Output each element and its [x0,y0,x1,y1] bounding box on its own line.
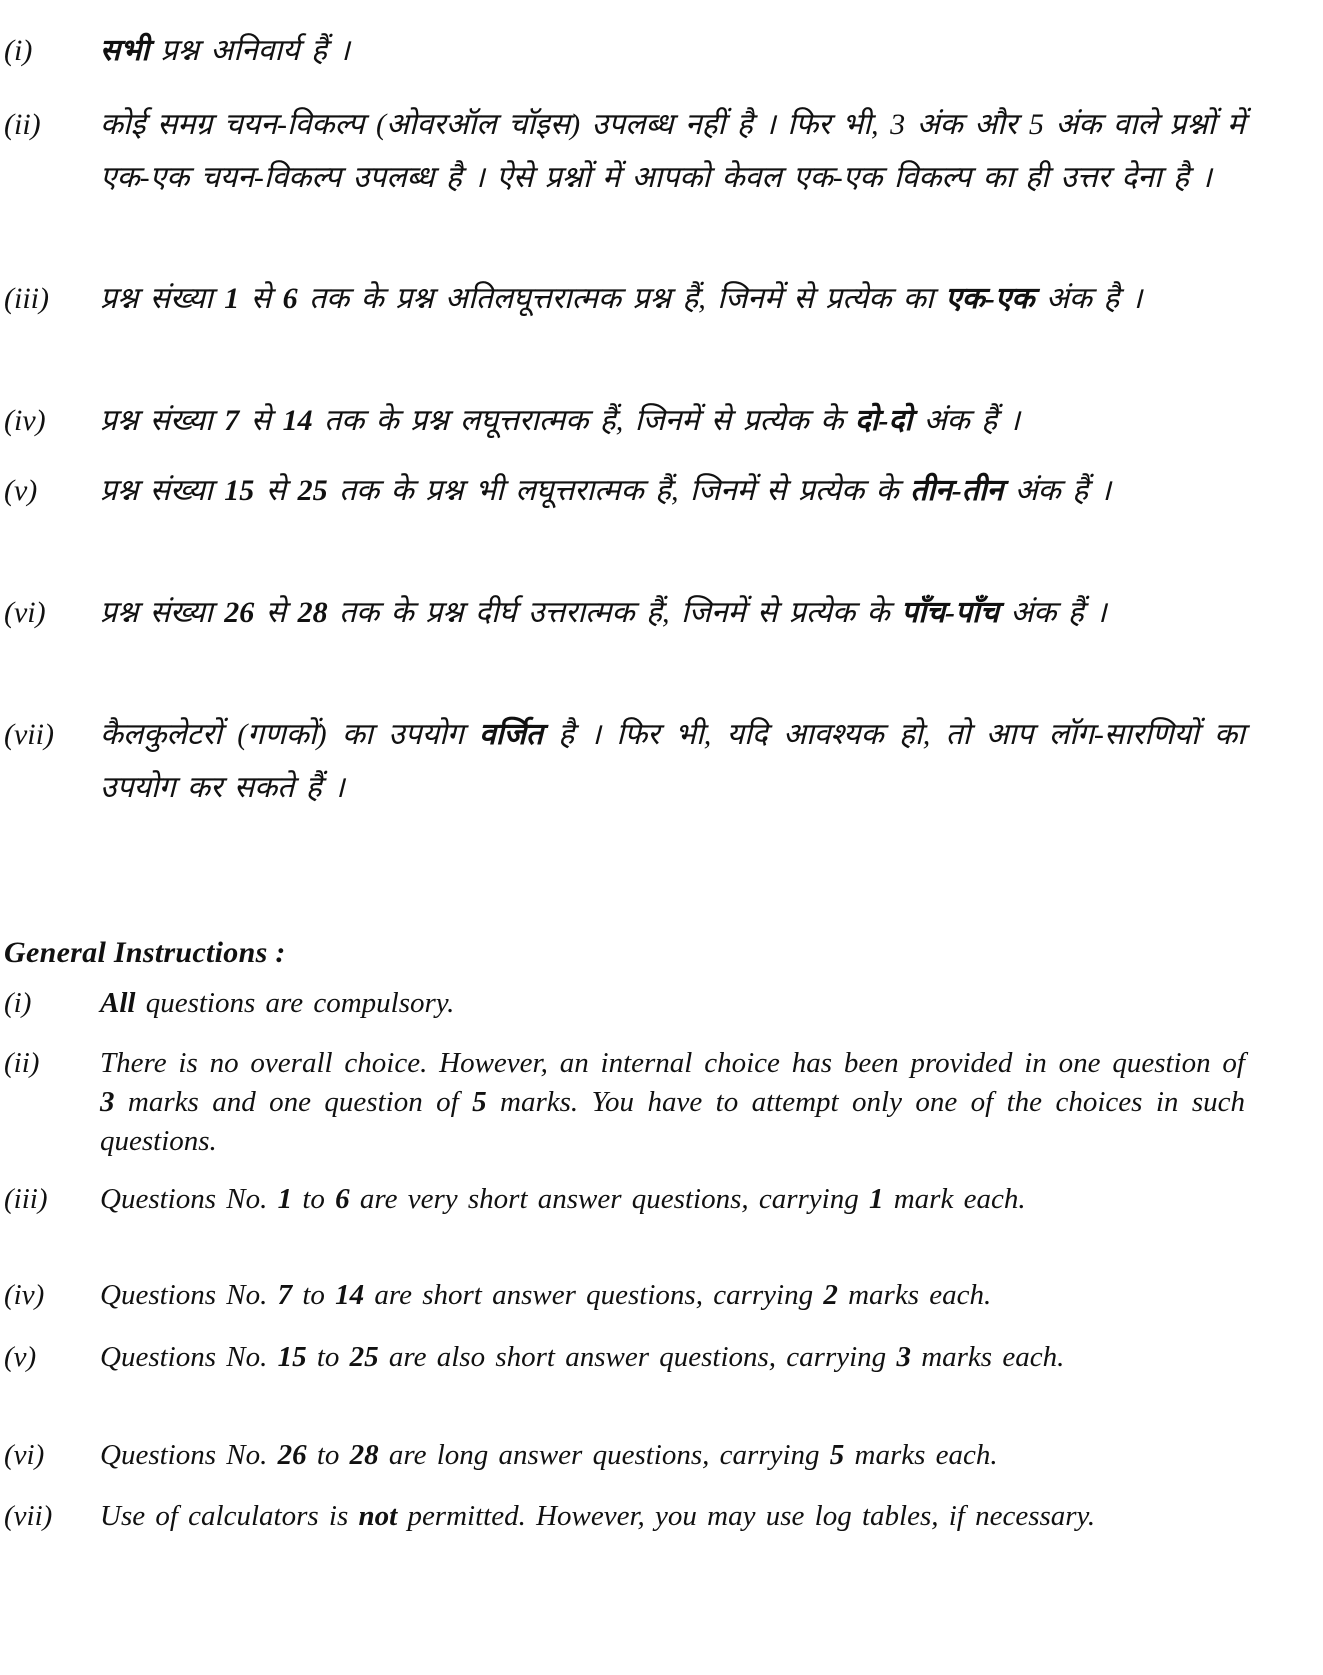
text-segment: to [292,1183,336,1215]
instruction-number: (vi) [4,1439,45,1471]
bold-text: 14 [335,1279,365,1311]
bold-text: All [100,987,136,1019]
text-segment: are short answer questions, carrying [364,1279,824,1311]
text-segment: marks each. [910,1341,1065,1373]
instruction-number: (vii) [4,1500,53,1532]
instruction-number: (ii) [4,108,41,141]
text-segment: Questions No. [100,1279,278,1311]
english-instruction-item [0,1338,1245,1377]
text-segment: Questions No. [100,1439,278,1471]
text-segment: से [254,474,298,507]
bold-text: 7 [277,1279,293,1311]
bold-text: 2 [823,1279,838,1311]
instruction-number: (v) [4,1341,37,1373]
bold-text: 28 [349,1439,379,1471]
text-segment: अंक हैं । [1003,474,1112,507]
instruction-number: (v) [4,474,38,507]
text-segment: to [292,1279,336,1311]
bold-text: 3 [896,1341,911,1373]
instruction-number: (ii) [4,1047,40,1079]
instruction-number: (i) [4,987,32,1019]
bold-text: वर्जित [479,718,543,751]
text-segment: to [306,1439,350,1471]
text-segment: कैलकुलेटरों (गणकों) का उपयोग [100,718,480,751]
instruction-text [100,394,1245,447]
bold-text: 1 [277,1183,293,1215]
text-segment: अंक है । [1034,282,1143,315]
text-segment: तक के प्रश्न भी लघूत्तरात्मक हैं, जिनमें से प्रत्येक के [327,474,911,507]
english-instruction-item [0,1276,1245,1315]
text-segment: Questions No. [100,1183,278,1215]
text-segment: अंक हैं । [912,404,1021,437]
text-segment: प्रश्न संख्या [100,404,225,437]
instruction-text [100,24,1245,77]
text-segment: प्रश्न अनिवार्य हैं । [149,34,350,67]
instruction-number: (iv) [4,1279,45,1311]
text-segment: से [254,596,298,629]
text-segment: Use of calculators is [100,1500,359,1532]
bold-text: तीन-तीन [910,474,1004,507]
english-instruction-item [0,1044,1245,1161]
english-instruction-item [0,1497,1245,1536]
instruction-number: (iii) [4,282,49,315]
text-segment: marks and one question of [114,1086,473,1118]
text-segment: प्रश्न संख्या [100,596,225,629]
text-segment: to [306,1341,350,1373]
instruction-text [100,272,1245,325]
instruction-number: (iv) [4,404,46,437]
bold-text: 25 [297,474,328,507]
bold-text: 1 [224,282,240,315]
instruction-text [100,1338,1245,1377]
text-segment: से [239,404,283,437]
bold-text: not [358,1500,398,1532]
text-segment: questions are compulsory. [135,987,455,1019]
instruction-text [100,708,1245,814]
text-segment: permitted. However, you may use log tables, if necessary. [397,1500,1096,1532]
bold-text: 28 [297,596,328,629]
instruction-text [100,1180,1245,1219]
bold-text: 14 [282,404,313,437]
english-instruction-item [0,1436,1245,1475]
instruction-text [100,984,1245,1023]
hindi-instruction-item [0,98,1245,204]
instruction-number: (i) [4,34,33,67]
instruction-text [100,1497,1245,1536]
text-segment: There is no overall choice. However, an internal choice has been provided in one question of [100,1047,1245,1079]
instruction-text [100,586,1245,639]
bold-text: 26 [224,596,255,629]
text-segment: are also short answer questions, carrying [378,1341,897,1373]
hindi-instruction-item [0,24,1245,77]
text-segment: marks each. [837,1279,992,1311]
bold-text: एक-एक [945,282,1035,315]
bold-text: 1 [868,1183,884,1215]
hindi-instruction-item [0,464,1245,517]
text-segment: से [239,282,283,315]
text-segment: अंक हैं । [998,596,1107,629]
bold-text: 25 [349,1341,379,1373]
bold-text: 15 [224,474,255,507]
text-segment: are long answer questions, carrying [378,1439,830,1471]
bold-text: 6 [335,1183,350,1215]
bold-text: 6 [282,282,298,315]
general-instructions-heading: General Instructions : [4,936,286,969]
text-segment: है । फिर भी, यदि आवश्यक हो, तो आप लॉग-सारणियों का उपयोग कर सकते हैं । [100,718,1245,804]
instruction-text [100,1436,1245,1475]
bold-text: सभी [100,34,150,67]
hindi-instruction-item [0,272,1245,325]
instruction-number: (vii) [4,718,54,751]
text-segment: कोई समग्र चयन-विकल्प (ओवरऑल चॉइस) उपलब्ध नहीं है । फिर भी, 3 अंक और 5 अंक वाले प्रश्नों में एक-एक चयन-विकल्प उपलब्ध है । ऐसे प्रश्नों में आपको केवल एक-एक विकल्प का ही उत्तर देना है । [100,108,1245,194]
text-segment: तक के प्रश्न अतिलघूत्तरात्मक प्रश्न हैं, जिनमें से प्रत्येक का [297,282,946,315]
bold-text: पाँच-पाँच [901,596,999,629]
bold-text: 15 [277,1341,307,1373]
text-segment: mark each. [883,1183,1026,1215]
text-segment: प्रश्न संख्या [100,282,225,315]
text-segment: marks. You have to attempt only one of the choices in such questions. [100,1086,1245,1157]
instruction-number: (vi) [4,596,46,629]
text-segment: are very short answer questions, carrying [349,1183,869,1215]
text-segment: Questions No. [100,1341,278,1373]
hindi-instruction-item [0,586,1245,639]
instruction-text [100,98,1245,204]
bold-text: 26 [277,1439,307,1471]
bold-text: 7 [224,404,240,437]
instruction-text [100,1044,1245,1161]
text-segment: प्रश्न संख्या [100,474,225,507]
bold-text: 5 [472,1086,487,1118]
bold-text: दो-दो [854,404,913,437]
text-segment: तक के प्रश्न लघूत्तरात्मक हैं, जिनमें से प्रत्येक के [312,404,855,437]
english-instruction-item [0,1180,1245,1219]
instruction-text [100,464,1245,517]
hindi-instruction-item [0,708,1245,814]
text-segment: तक के प्रश्न दीर्घ उत्तरात्मक हैं, जिनमें से प्रत्येक के [327,596,902,629]
english-instruction-item [0,984,1245,1023]
hindi-instruction-item [0,394,1245,447]
instruction-text [100,1276,1245,1315]
text-segment: marks each. [844,1439,998,1471]
bold-text: 5 [829,1439,845,1471]
bold-text: 3 [100,1086,115,1118]
instruction-number: (iii) [4,1183,48,1215]
